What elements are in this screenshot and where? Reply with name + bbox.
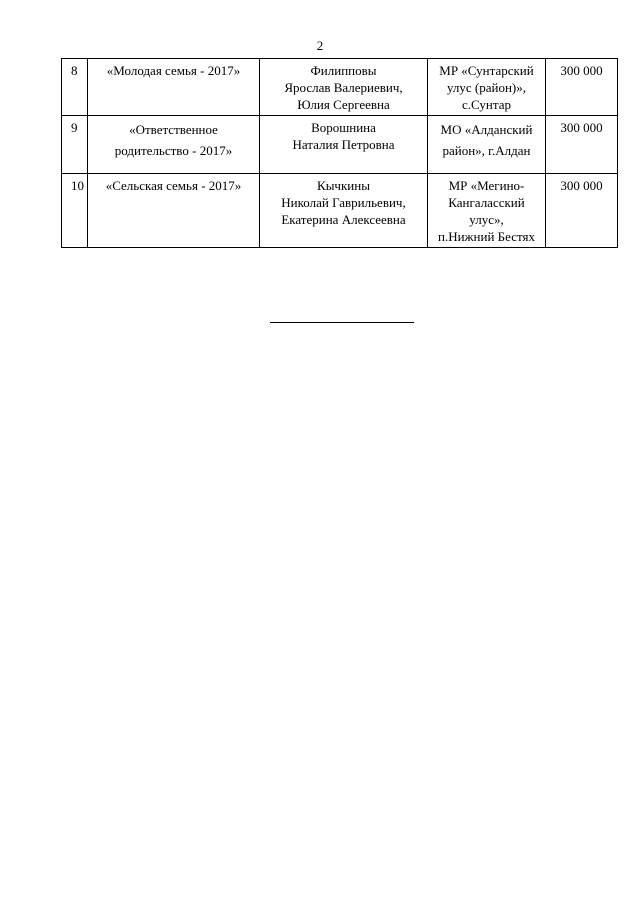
amount-cell: 300 000	[546, 59, 618, 116]
awards-table	[61, 58, 618, 248]
awards-table-body	[62, 59, 618, 248]
family-line: Кычкины	[317, 178, 370, 193]
region-line: Кангаласский	[448, 195, 525, 210]
family-line: Ворошнина	[311, 120, 376, 135]
family-line: Юлия Сергеевна	[297, 97, 390, 112]
family-line: Николай Гаврильевич,	[281, 195, 406, 210]
family-line: Екатерина Алексеевна	[281, 212, 406, 227]
region-cell	[428, 174, 546, 248]
family-line: Ярослав Валериевич,	[284, 80, 403, 95]
table-row	[62, 174, 618, 248]
nomination-line: «Ответственное	[129, 122, 218, 137]
page-number: 2	[316, 38, 324, 53]
region-line: МР «Сунтарский	[439, 63, 534, 78]
region-cell	[428, 59, 546, 116]
table-row	[62, 116, 618, 174]
region-line: улус (район)»,	[446, 80, 527, 95]
family-cell	[260, 174, 428, 248]
family-line: Филипповы	[310, 63, 377, 78]
region-cell	[428, 116, 546, 174]
amount-cell: 300 000	[546, 116, 618, 174]
region-line: с.Сунтар	[462, 97, 511, 112]
nomination-line: родительство - 2017»	[114, 143, 233, 158]
nomination-line: «Сельская семья - 2017»	[105, 178, 242, 193]
nomination-cell	[88, 116, 260, 174]
region-line: район», г.Алдан	[442, 143, 531, 158]
nomination-cell	[88, 174, 260, 248]
row-number-cell: 8	[62, 59, 88, 116]
nomination-cell	[88, 59, 260, 116]
family-line: Наталия Петровна	[292, 137, 395, 152]
region-line: улус»,	[469, 212, 504, 227]
family-cell	[260, 116, 428, 174]
row-number-cell: 10	[62, 174, 88, 248]
region-line: п.Нижний Бестях	[438, 229, 535, 244]
row-number-cell: 9	[62, 116, 88, 174]
region-line: МР «Мегино-	[448, 178, 525, 193]
nomination-line: «Молодая семья - 2017»	[106, 63, 241, 78]
table-row	[62, 59, 618, 116]
end-separator-line	[270, 322, 414, 323]
family-cell	[260, 59, 428, 116]
amount-cell: 300 000	[546, 174, 618, 248]
region-line: МО «Алданский	[440, 122, 533, 137]
